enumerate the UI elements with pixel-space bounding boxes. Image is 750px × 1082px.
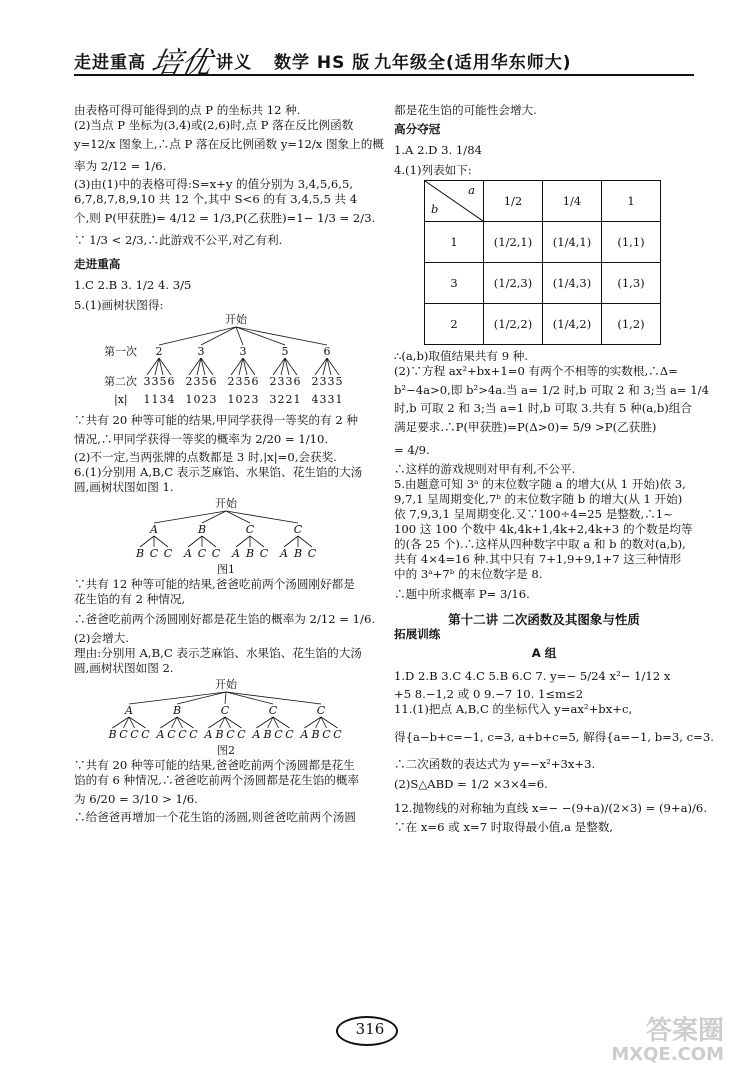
tree-diagram-2 — [74, 495, 374, 577]
tree-leaf: B — [263, 728, 272, 741]
watermark-url: MXQE.COM — [611, 1044, 724, 1065]
tree-branch — [236, 327, 285, 345]
tree-leaf: C — [259, 547, 269, 560]
text-line: ∵共有 20 种等可能的结果,甲同学获得一等奖的有 2 种 — [74, 413, 359, 427]
tree-node: B — [197, 523, 207, 536]
tree-leaf: B — [245, 547, 255, 560]
tree-root: 开始 — [225, 313, 247, 326]
text-line: y=12/x 图象上,∴点 P 落在反比例函数 y=12/x 图象上的概 — [74, 137, 384, 151]
tree-leaf: C — [333, 728, 342, 741]
tree-leaf: C — [285, 728, 294, 741]
text-line: 个,则 P(甲获胜)= 4/12 = 1/3,P(乙获胜)=1− 1/3 = 2/3. — [74, 211, 376, 225]
tree-branch — [226, 692, 273, 704]
tree-diff-value: 1 — [151, 393, 159, 406]
text-line: 1.A 2.D 3. 1/84 — [394, 143, 482, 157]
tree-diff-value: 1 — [227, 393, 235, 406]
tree-node: 3 — [239, 345, 247, 358]
text-line: 满足要求.∴P(甲获胜)=P(Δ>0)= 5/9 >P(乙获胜) — [394, 420, 657, 434]
tree-leaf: 3 — [193, 375, 201, 388]
tree-node: 2 — [155, 345, 163, 358]
tree-row-label: |x| — [114, 393, 128, 406]
tree-leaf: C — [163, 547, 173, 560]
text-line: 情况,∴甲同学获得一等奖的概率为 2/20 = 1/10. — [74, 432, 329, 446]
table-cell: (1/4,3) — [543, 263, 602, 304]
tree-diff-value: 2 — [243, 393, 251, 406]
text-line: = 4/9. — [394, 443, 430, 457]
tree-diff-value: 3 — [159, 393, 167, 406]
tree-diff-value: 2 — [285, 393, 293, 406]
header-logo: 培优 — [147, 46, 215, 81]
tree-leaf: 5 — [335, 375, 343, 388]
text-line: (2)会增大. — [74, 631, 129, 645]
tree-node: 6 — [323, 345, 331, 358]
table-header-cell: 1 — [602, 181, 661, 222]
tree-leaf: B — [215, 728, 224, 741]
tree-leaf: 3 — [151, 375, 159, 388]
text-line: 100 这 100 个数中 4k,4k+1,4k+2,4k+3 的个数是均等 — [394, 522, 693, 536]
corner-a: a — [468, 183, 475, 197]
table-row-header: 1 — [425, 222, 484, 263]
text-line: 1.C 2.B 3. 1/2 4. 3/5 — [74, 278, 192, 292]
table-row — [425, 222, 661, 263]
table-cell: (1/4,2) — [543, 304, 602, 345]
text-line: 花生馅的有 2 种情况, — [74, 592, 186, 606]
text-line: (2)S△ABD = 1/2 ×3×4=6. — [394, 777, 548, 791]
tree-diff-value: 4 — [311, 393, 319, 406]
tree-diagram-1 — [74, 313, 374, 413]
text-line: 5.由题意可知 3ᵃ 的末位数字随 a 的增大(从 1 开始)依 3, — [394, 477, 686, 491]
table-header-cell: 1/4 — [543, 181, 602, 222]
tree-leaf: C — [167, 728, 176, 741]
tree-branch — [154, 536, 168, 547]
tree-leaf: A — [156, 728, 165, 741]
tree-diff-value: 3 — [319, 393, 327, 406]
tree-branch — [202, 536, 216, 547]
text-line: ∵ 1/3 < 2/3,∴此游戏不公平,对乙有利. — [74, 233, 283, 247]
tree-root: 开始 — [215, 497, 237, 510]
text-line: ∴爸爸吃前两个汤圆刚好都是花生馅的概率为 2/12 = 1/6. — [74, 612, 376, 626]
text-line: 6,7,8,7,8,9,10 共 12 个,其中 S<6 的有 3,4,5,5 共 4 — [74, 192, 358, 206]
tree-leaf: C — [237, 728, 246, 741]
tree-diagram-3 — [74, 676, 374, 758]
tree-diff-value: 3 — [251, 393, 259, 406]
text-line: 为 6/20 = 3/10 > 1/6. — [74, 792, 198, 806]
text-line: 中的 3ᵃ+7ᵇ 的末位数字是 8. — [394, 567, 543, 581]
table-row-header: 2 — [425, 304, 484, 345]
tree-branch — [236, 327, 243, 345]
tree-node: A — [150, 523, 158, 536]
text-line: ∵共有 12 种等可能的结果,爸爸吃前两个汤圆刚好都是 — [74, 577, 355, 591]
tree-leaf: 3 — [319, 375, 327, 388]
tree-leaf: 5 — [243, 375, 251, 388]
table-cell: (1/2,3) — [484, 263, 543, 304]
tree-leaf: 6 — [251, 375, 259, 388]
tree-diff-value: 1 — [293, 393, 301, 406]
tree-leaf: C — [149, 547, 159, 560]
table-cell: (1/2,2) — [484, 304, 543, 345]
text-line: ∴这样的游戏规则对甲有利,不公平. — [394, 462, 576, 476]
header-book: 讲义 — [216, 53, 252, 73]
text-line: ∵在 x=6 或 x=7 时取得最小值,a 是整数, — [394, 820, 614, 834]
text-line: 4.(1)列表如下: — [394, 163, 472, 177]
tree-leaf: 2 — [227, 375, 235, 388]
tree-leaf: 5 — [201, 375, 209, 388]
tree-diff-value: 3 — [209, 393, 217, 406]
tree-leaf: C — [307, 547, 317, 560]
text-line: 率为 2/12 = 1/6. — [74, 159, 167, 173]
tree-leaf: 2 — [269, 375, 277, 388]
left-column — [74, 103, 384, 825]
text-line: ∴(a,b)取值结果共有 9 种. — [394, 349, 529, 363]
text-line: ∴题中所求概率 P= 3/16. — [394, 587, 530, 601]
tree-branch — [177, 692, 226, 704]
corner-b: b — [431, 202, 439, 216]
tree-node: 3 — [197, 345, 205, 358]
tree-branch — [298, 536, 312, 547]
tree-diff-value: 1 — [335, 393, 343, 406]
tree-branch — [236, 327, 327, 345]
table-row — [425, 304, 661, 345]
tree-branch — [236, 536, 250, 547]
text-line: ∴二次函数的表达式为 y=−x²+3x+3. — [394, 757, 596, 771]
table-row — [425, 263, 661, 304]
tree-leaf: 2 — [185, 375, 193, 388]
tree-diff-value: 1 — [143, 393, 151, 406]
tree-leaf: C — [189, 728, 198, 741]
tree-leaf: 3 — [235, 375, 243, 388]
watermark-logo: 答案圈 — [645, 1016, 724, 1046]
tree-leaf: A — [252, 728, 261, 741]
text-line: 由表格可得可能得到的点 P 的坐标共 12 种. — [74, 103, 301, 117]
tree-branch — [226, 692, 321, 704]
text-line: (2)不一定,当两张牌的点数都是 3 时,|x|=0,会获奖. — [74, 450, 337, 464]
text-line: 圆,画树状图如图 1. — [74, 480, 174, 494]
probability-table — [424, 180, 661, 345]
tree-leaf: B — [311, 728, 320, 741]
tree-node: C — [245, 523, 255, 536]
tree-node: C — [220, 704, 230, 717]
tree-leaf: 3 — [143, 375, 151, 388]
text-line: 时,b 可取 2 和 3;当 a=1 时,b 可取 3.共有 5 种(a,b)组合 — [394, 401, 692, 415]
text-line: 1.D 2.B 3.C 4.C 5.B 6.C 7. y=− 5/24 x²− 1/12 x — [394, 669, 671, 683]
tree-leaf: C — [322, 728, 331, 741]
tree-leaf: C — [211, 547, 221, 560]
tree-node: A — [125, 704, 133, 717]
tree-diff-value: 0 — [235, 393, 243, 406]
tree-leaf: C — [197, 547, 207, 560]
text-line: b²−4a>0,即 b²>4a.当 a= 1/2 时,b 可取 2 和 3;当 a= 1/4 — [394, 383, 709, 397]
tree-leaf: B — [135, 547, 145, 560]
table-cell: (1/2,1) — [484, 222, 543, 263]
text-line: 得{a−b+c=−1, c=3, a+b+c=5, 解得{a=−1, b=3, c=3. — [394, 730, 714, 744]
tree-leaf: 3 — [285, 375, 293, 388]
table-header-cell: 1/2 — [484, 181, 543, 222]
text-line: 9,7,1 呈周期变化,7ᵇ 的末位数字随 b 的增大(从 1 开始) — [394, 492, 683, 506]
tree-leaf: 6 — [293, 375, 301, 388]
section-title: 高分夺冠 — [394, 122, 441, 136]
text-line: 依 7,9,3,1 呈周期变化.又∵100÷4=25 是整数,∴1~ — [394, 507, 673, 521]
tree-leaf: B — [108, 728, 117, 741]
tree-leaf: C — [130, 728, 139, 741]
tree-diff-value: 3 — [327, 393, 335, 406]
tree-diff-value: 2 — [201, 393, 209, 406]
tree-caption: 图1 — [217, 563, 235, 576]
tree-diff-value: 4 — [167, 393, 175, 406]
tree-leaf: A — [184, 547, 192, 560]
page-header — [74, 38, 694, 81]
tree-leaf: 5 — [159, 375, 167, 388]
tree-leaf: 6 — [209, 375, 217, 388]
text-line: 馅的有 6 种情况,∴爸爸吃前两个汤圆都是花生馅的概率 — [74, 773, 360, 787]
tree-leaf: C — [274, 728, 283, 741]
tree-node: C — [316, 704, 326, 717]
tree-leaf: A — [300, 728, 309, 741]
tree-leaf: A — [204, 728, 213, 741]
section-title: 拓展训练 — [394, 627, 441, 641]
tree-leaf: A — [280, 547, 288, 560]
tree-leaf: 6 — [167, 375, 175, 388]
tree-branch — [154, 511, 226, 523]
tree-caption: 图2 — [217, 744, 235, 757]
tree-node: C — [293, 523, 303, 536]
section-title: 走进重高 — [74, 257, 121, 271]
header-series: 走进重高 — [74, 53, 146, 73]
tree-branch — [188, 536, 202, 547]
header-grade: 九年级全(适用华东师大) — [374, 53, 572, 73]
text-line: 6.(1)分别用 A,B,C 表示芝麻馅、水果馅、花生馅的大汤 — [74, 465, 363, 479]
tree-branch — [140, 536, 154, 547]
tree-node: 5 — [281, 345, 289, 358]
tree-root: 开始 — [215, 678, 237, 691]
text-line: (2)∵方程 ax²+bx+1=0 有两个不相等的实数根,∴Δ= — [394, 364, 678, 378]
tree-node: B — [172, 704, 182, 717]
table-cell: (1/4,1) — [543, 222, 602, 263]
tree-diff-value: 3 — [269, 393, 277, 406]
table-corner-cell — [425, 181, 484, 222]
text-line: +5 8.−1,2 或 0 9.−7 10. 1≤m≤2 — [394, 687, 584, 701]
tree-leaf: 3 — [277, 375, 285, 388]
text-line: 共有 4×4=16 种.其中只有 7+1,9+9,1+7 这三种情形 — [394, 552, 682, 566]
tree-leaf: A — [232, 547, 240, 560]
tree-branch — [201, 327, 236, 345]
tree-diff-value: 0 — [193, 393, 201, 406]
tree-branch — [250, 536, 264, 547]
group-title: A 组 — [531, 646, 557, 660]
text-line: ∴给爸爸再增加一个花生馅的汤圆,则爸爸吃前两个汤圆 — [74, 810, 356, 824]
text-line: (2)当点 P 坐标为(3,4)或(2,6)时,点 P 落在反比例函数 — [74, 118, 354, 132]
text-line: 5.(1)画树状图得: — [74, 298, 164, 312]
tree-leaf: C — [226, 728, 235, 741]
text-line: 11.(1)把点 A,B,C 的坐标代入 y=ax²+bx+c, — [394, 702, 633, 716]
tree-leaf: C — [141, 728, 150, 741]
tree-leaf: 3 — [327, 375, 335, 388]
tree-leaf: 2 — [311, 375, 319, 388]
tree-branch — [225, 692, 226, 704]
text-line: 圆,画树状图如图 2. — [74, 661, 174, 675]
tree-branch — [159, 327, 236, 345]
tree-leaf: C — [178, 728, 187, 741]
tree-leaf: C — [119, 728, 128, 741]
right-column — [394, 103, 714, 835]
tree-row-label: 第一次 — [104, 345, 137, 358]
header-rule — [74, 74, 694, 76]
tree-node: C — [268, 704, 278, 717]
lecture-title: 第十二讲 二次函数及其图象与性质 — [448, 612, 640, 627]
tree-branch — [129, 692, 226, 704]
table-cell: (1,3) — [602, 263, 661, 304]
text-line: (3)由(1)中的表格可得:S=x+y 的值分别为 3,4,5,6,5, — [74, 177, 354, 191]
tree-diff-value: 2 — [277, 393, 285, 406]
tree-diff-value: 1 — [185, 393, 193, 406]
text-line: 都是花生馅的可能性会增大. — [394, 103, 537, 117]
text-line: ∵共有 20 种等可能的结果,爸爸吃前两个汤圆都是花生 — [74, 758, 355, 772]
table-row-header: 3 — [425, 263, 484, 304]
tree-row-label: 第二次 — [104, 375, 137, 388]
text-line: 12.抛物线的对称轴为直线 x=− −(9+a)/(2×3) = (9+a)/6. — [394, 801, 707, 815]
tree-leaf: B — [293, 547, 303, 560]
page-number: 316 — [355, 1020, 385, 1038]
text-line: 的(各 25 个).∴这样从四种数字中取 a 和 b 的数对(a,b), — [394, 537, 686, 551]
tree-branch — [284, 536, 298, 547]
text-line: 理由:分别用 A,B,C 表示芝麻馅、水果馅、花生馅的大汤 — [74, 646, 362, 660]
table-cell: (1,1) — [602, 222, 661, 263]
tree-branch — [226, 511, 298, 523]
table-cell: (1,2) — [602, 304, 661, 345]
header-subject: 数学 HS 版 — [274, 53, 371, 73]
